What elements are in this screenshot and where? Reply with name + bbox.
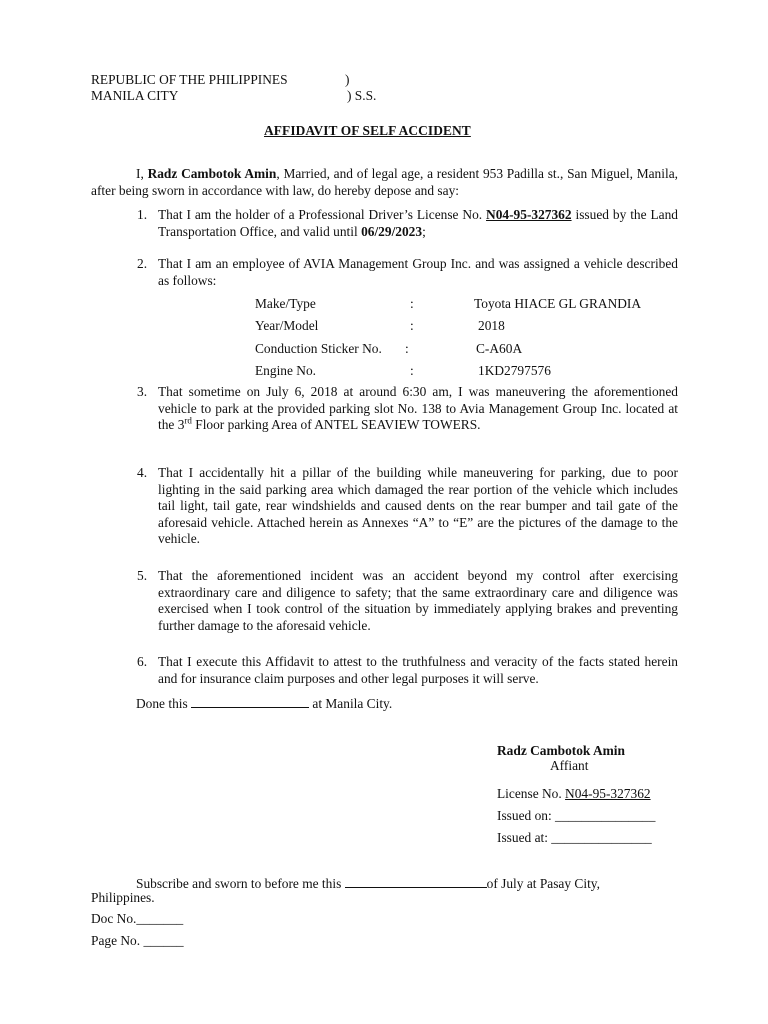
caption-republic: REPUBLIC OF THE PHILIPPINES (91, 72, 288, 87)
item-1-mid: issued by the Land Transportation Office, and valid until (158, 207, 678, 239)
jurat-post: of July at Pasay City, (486, 876, 600, 891)
intro-lead: I, (136, 166, 148, 181)
item-2-text: That I am an employee of AVIA Management Group Inc. and was assigned a vehicle described as follows: (158, 256, 678, 288)
vehicle-label-year: Year/Model (255, 318, 319, 333)
vehicle-sep-sticker: : (405, 341, 409, 356)
done-line (136, 695, 392, 713)
signature-role: Affiant (550, 758, 589, 773)
vehicle-sep-engine: : (410, 363, 414, 378)
signature-name: Radz Cambotok Amin (497, 743, 625, 758)
item-4-number: 4. (137, 465, 148, 480)
item-4-text: That I accidentally hit a pillar of the building while maneuvering for parking, due to poor lighting in the said parking area which damaged the rear portion of the vehicle which includes tail light, tail gate, rear windshields and caused dents on the rear bumper and tail gate of the aforesaid vehicle. Attached herein as Annexes “A” to “E” are the pictures of the damage to the vehicle. (158, 465, 678, 546)
caption-ss: ) S.S. (347, 88, 377, 103)
item-6-text: That I execute this Affidavit to attest to the truthfulness and veracity of the facts stated herein and for insurance claim purposes and other legal purposes it will serve. (158, 654, 678, 686)
item-5-number: 5. (137, 568, 148, 583)
page-number: Page No. ______ (91, 933, 184, 948)
document-title: AFFIDAVIT OF SELF ACCIDENT (264, 123, 471, 138)
item-6-number: 6. (137, 654, 148, 669)
jurat-line (136, 875, 600, 893)
vehicle-value-sticker: C-A60A (476, 341, 523, 356)
jurat-date-blank (345, 875, 487, 888)
vehicle-label-engine: Engine No. (255, 363, 316, 378)
item-3-superscript: rd (184, 415, 192, 426)
item-1-number: 1. (137, 207, 148, 222)
done-post: at Manila City. (309, 696, 393, 711)
item-3-text (158, 384, 678, 434)
vehicle-sep-year: : (410, 318, 414, 333)
vehicle-label-sticker: Conduction Sticker No. (255, 341, 382, 356)
item-1-text (158, 207, 678, 240)
signature-issued-on: Issued on: _______________ (497, 808, 656, 823)
doc-number: Doc No._______ (91, 911, 184, 926)
item-3-pre: That sometime on July 6, 2018 at around 6:30 am, I was maneuvering the aforementioned vehicle to park at the provided parking slot No. 138 to Avia Management Group Inc. located at the 3 (158, 384, 678, 432)
caption-city: MANILA CITY (91, 88, 179, 103)
item-1-pre: That I am the holder of a Professional Driver’s License No. (158, 207, 487, 222)
vehicle-label-make: Make/Type (255, 296, 316, 311)
vehicle-sep-make: : (410, 296, 414, 311)
signature-license (497, 786, 651, 803)
item-3-post: Floor parking Area of ANTEL SEAVIEW TOWERS. (191, 417, 481, 432)
vehicle-value-make: Toyota HIACE GL GRANDIA (474, 296, 642, 311)
done-pre: Done this (136, 696, 192, 711)
signature-issued-at: Issued at: _______________ (497, 830, 652, 845)
item-3-number: 3. (137, 384, 148, 399)
jurat-country: Philippines. (91, 890, 155, 905)
caption-paren: ) (345, 72, 350, 87)
item-1-end: ; (422, 223, 426, 239)
item-5-text: That the aforementioned incident was an accident beyond my control after exercising extraordinary care and diligence to safety; that the same extraordinary care and diligence was exercised when I took control of the situation by immediately applying brakes and preventing further damage to the aforesaid vehicle. (158, 568, 678, 633)
affiant-name: Radz Cambotok Amin (147, 166, 277, 181)
signature-license-value: N04-95-327362 (565, 786, 651, 801)
license-valid-until: 06/29/2023 (361, 223, 423, 239)
vehicle-value-year: 2018 (478, 318, 505, 333)
item-2-number: 2. (137, 256, 148, 271)
intro-paragraph (91, 166, 678, 199)
jurat-pre: Subscribe and sworn to before me this (136, 876, 345, 891)
license-number: N04-95-327362 (486, 207, 572, 222)
intro-rest: , Married, and of legal age, a resident 953 Padilla st., San Miguel, Manila, after being sworn in accordance with law, do hereby depose and say: (91, 166, 678, 198)
signature-license-label: License No. (497, 786, 566, 801)
vehicle-value-engine: 1KD2797576 (478, 363, 551, 378)
done-date-blank (191, 695, 309, 708)
